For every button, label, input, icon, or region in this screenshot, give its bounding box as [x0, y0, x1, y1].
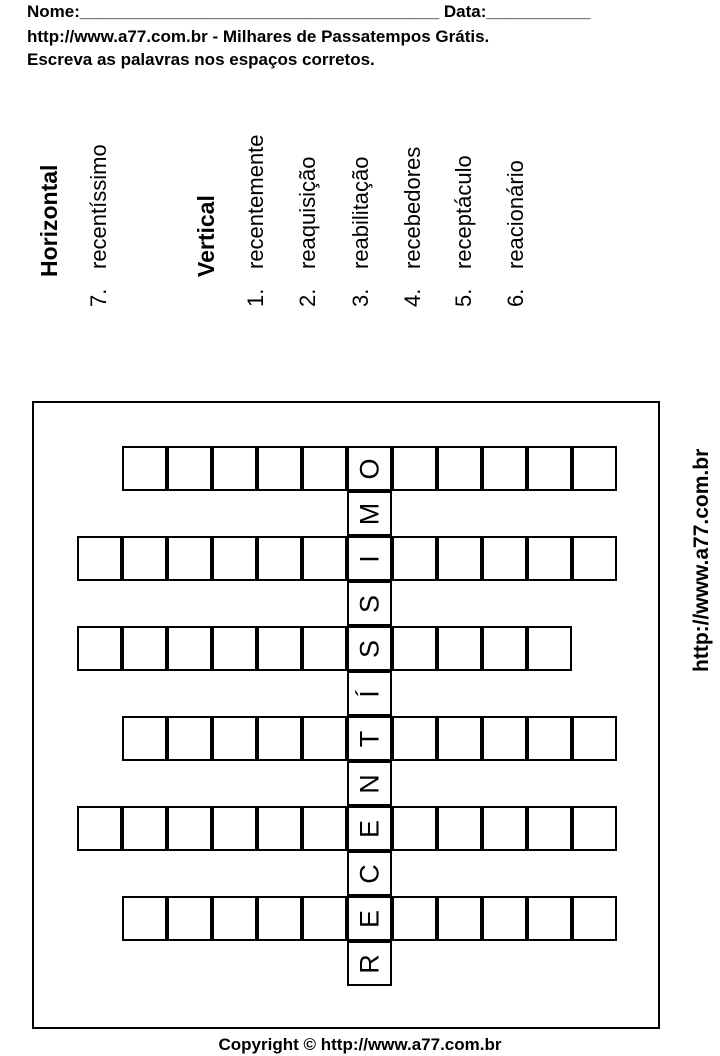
- cell-letter: Í: [354, 689, 384, 698]
- grid-cell[interactable]: [167, 716, 212, 761]
- grid-cell[interactable]: [302, 806, 347, 851]
- answer-cell[interactable]: [347, 671, 392, 716]
- vertical-title: Vertical: [193, 195, 219, 277]
- grid-cell[interactable]: [437, 626, 482, 671]
- grid-cell[interactable]: [212, 536, 257, 581]
- grid-cell[interactable]: [167, 626, 212, 671]
- grid-cell[interactable]: [77, 626, 122, 671]
- grid-cell[interactable]: [302, 716, 347, 761]
- grid-cell[interactable]: [437, 896, 482, 941]
- clue-word: reacionário: [503, 160, 528, 269]
- cell-letter: N: [354, 773, 384, 794]
- grid-cell[interactable]: [302, 896, 347, 941]
- grid-cell[interactable]: [392, 896, 437, 941]
- grid-cell[interactable]: [302, 626, 347, 671]
- grid-cell[interactable]: [167, 536, 212, 581]
- cell-letter: E: [354, 909, 384, 928]
- answer-cell[interactable]: [347, 491, 392, 536]
- grid-cell[interactable]: [257, 536, 302, 581]
- cell-letter: R: [354, 953, 384, 974]
- grid-cell[interactable]: [482, 896, 527, 941]
- clue-word: reaquisição: [295, 156, 320, 269]
- clue-word: recentíssimo: [86, 144, 111, 269]
- grid-cell[interactable]: [527, 446, 572, 491]
- vertical-clue-3: [348, 156, 374, 307]
- grid-cell[interactable]: [527, 626, 572, 671]
- grid-cell[interactable]: [122, 896, 167, 941]
- grid-cell[interactable]: [122, 536, 167, 581]
- clue-word: receptáculo: [451, 155, 476, 269]
- grid-cell[interactable]: [437, 536, 482, 581]
- grid-cell[interactable]: [257, 716, 302, 761]
- cell-letter: I: [354, 554, 384, 563]
- grid-cell[interactable]: [527, 536, 572, 581]
- grid-cell[interactable]: [212, 896, 257, 941]
- grid-cell[interactable]: [527, 806, 572, 851]
- cell-letter: S: [354, 594, 384, 613]
- grid-cell[interactable]: [572, 806, 617, 851]
- vertical-clue-1: [243, 134, 269, 307]
- grid-cell[interactable]: [482, 446, 527, 491]
- grid-cell[interactable]: [572, 536, 617, 581]
- grid-cell[interactable]: [257, 896, 302, 941]
- clue-number: 1.: [243, 288, 268, 307]
- grid-cell[interactable]: [77, 536, 122, 581]
- grid-cell[interactable]: [122, 446, 167, 491]
- grid-cell[interactable]: [437, 716, 482, 761]
- vertical-clue-6: [503, 160, 529, 307]
- answer-cell[interactable]: [347, 896, 392, 941]
- cell-letter: O: [354, 457, 384, 480]
- grid-cell[interactable]: [167, 896, 212, 941]
- grid-cell[interactable]: [212, 626, 257, 671]
- answer-cell[interactable]: [347, 536, 392, 581]
- grid-cell[interactable]: [257, 806, 302, 851]
- vertical-clue-4: [400, 147, 426, 307]
- horizontal-clue-7: [86, 144, 112, 307]
- grid-cell[interactable]: [167, 806, 212, 851]
- copyright-footer: Copyright © http://www.a77.com.br: [218, 1035, 502, 1054]
- cell-letter: E: [354, 819, 384, 838]
- clue-number: 3.: [348, 288, 373, 307]
- grid-cell[interactable]: [257, 446, 302, 491]
- vertical-clue-2: [295, 156, 321, 307]
- answer-cell[interactable]: [347, 626, 392, 671]
- grid-cell[interactable]: [212, 716, 257, 761]
- grid-cell[interactable]: [77, 806, 122, 851]
- cell-letter: C: [354, 863, 384, 884]
- cell-letter: M: [354, 502, 384, 525]
- grid-cell[interactable]: [122, 626, 167, 671]
- clue-number: 5.: [451, 288, 476, 307]
- side-url: http://www.a77.com.br: [690, 448, 713, 672]
- grid-cell[interactable]: [392, 536, 437, 581]
- grid-cell[interactable]: [257, 626, 302, 671]
- answer-cell[interactable]: [347, 941, 392, 986]
- clue-word: recentemente: [243, 134, 268, 269]
- grid-cell[interactable]: [482, 806, 527, 851]
- grid-cell[interactable]: [527, 896, 572, 941]
- clue-word: recebedores: [400, 146, 425, 269]
- cell-letter: S: [354, 639, 384, 658]
- grid-cell[interactable]: [482, 626, 527, 671]
- grid-cell[interactable]: [302, 536, 347, 581]
- grid-cell[interactable]: [302, 446, 347, 491]
- grid-cell[interactable]: [167, 446, 212, 491]
- answer-cell[interactable]: [347, 851, 392, 896]
- grid-cell[interactable]: [527, 716, 572, 761]
- vertical-clue-5: [451, 155, 477, 307]
- answer-cell[interactable]: [347, 716, 392, 761]
- answer-cell[interactable]: [347, 446, 392, 491]
- answer-cell[interactable]: [347, 761, 392, 806]
- grid-cell[interactable]: [392, 446, 437, 491]
- grid-cell[interactable]: [392, 806, 437, 851]
- clue-word: reabilitação: [348, 156, 373, 269]
- horizontal-title: Horizontal: [36, 164, 62, 277]
- grid-cell[interactable]: [392, 716, 437, 761]
- grid-cell[interactable]: [572, 716, 617, 761]
- grid-cell[interactable]: [437, 806, 482, 851]
- answer-cell[interactable]: [347, 581, 392, 626]
- clue-number: 4.: [400, 288, 425, 307]
- grid-cell[interactable]: [122, 806, 167, 851]
- clue-number: 7.: [86, 288, 111, 307]
- clue-number: 2.: [295, 288, 320, 307]
- grid-cell[interactable]: [392, 626, 437, 671]
- clue-number: 6.: [503, 288, 528, 307]
- instruction-line: Escreva as palavras nos espaços corretos.: [27, 50, 375, 69]
- grid-cell[interactable]: [212, 446, 257, 491]
- name-date-line: Nome:______________________________________ Data:___________: [27, 2, 591, 21]
- grid-cell[interactable]: [482, 716, 527, 761]
- grid-cell[interactable]: [572, 446, 617, 491]
- grid-cell[interactable]: [572, 896, 617, 941]
- grid-cell[interactable]: [122, 716, 167, 761]
- grid-cell[interactable]: [437, 446, 482, 491]
- answer-cell[interactable]: [347, 806, 392, 851]
- site-line: http://www.a77.com.br - Milhares de Passatempos Grátis.: [27, 27, 490, 46]
- grid-cell[interactable]: [482, 536, 527, 581]
- cell-letter: T: [354, 730, 384, 747]
- grid-cell[interactable]: [212, 806, 257, 851]
